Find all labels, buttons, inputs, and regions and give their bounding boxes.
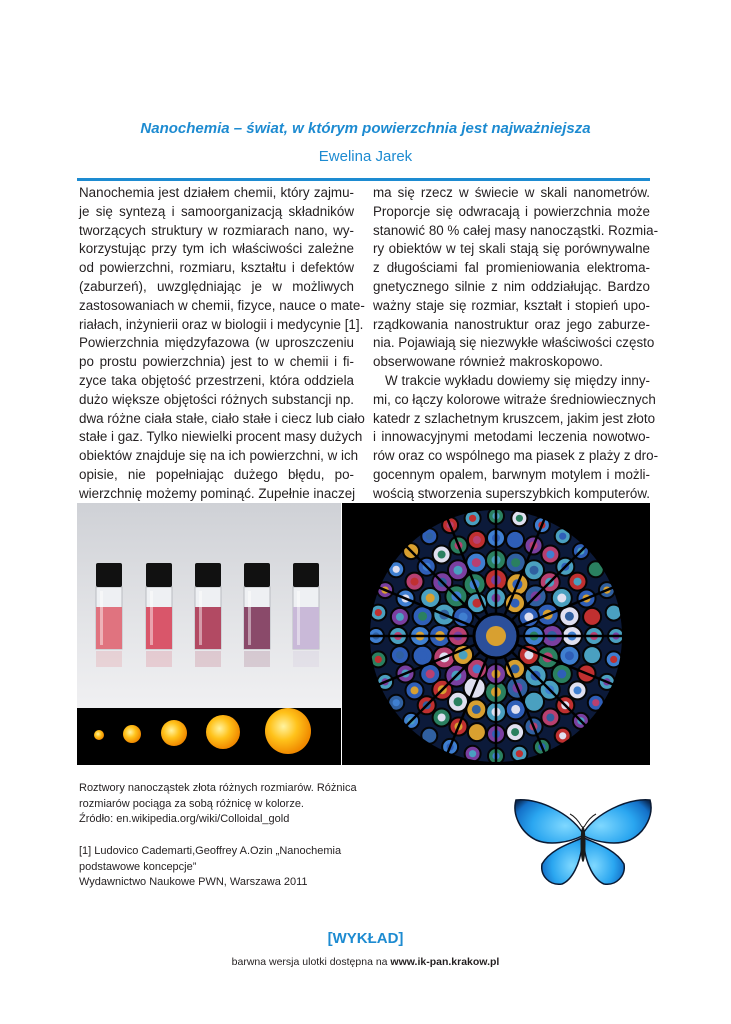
- stained-glass-center: [511, 558, 520, 567]
- text-line: obiektów znajduje się na ich powierzchni, w ich: [79, 448, 359, 464]
- stained-glass-center: [530, 697, 539, 706]
- stained-glass-center: [559, 533, 566, 540]
- stained-glass-center: [565, 612, 574, 621]
- stained-glass-center: [472, 558, 481, 567]
- stained-glass-center: [418, 612, 427, 621]
- text-line: rządkowania nanostruktur oraz jego zaburze-: [373, 316, 650, 332]
- text-line: W trakcie wykładu dowiemy się między inny-: [385, 372, 650, 388]
- author-name: Ewelina Jarek: [318, 148, 413, 165]
- text-line: riałach, inżynierii oraz w biologii i medycynie [1].: [79, 316, 364, 332]
- stained-glass-center: [574, 578, 582, 586]
- text-line: i innowacyjnymi metodami leczenia nowotwo-: [373, 429, 650, 445]
- text-line: tworzących struktury w rozmiarach nano, wy-: [79, 222, 354, 238]
- stained-glass-center: [393, 699, 400, 706]
- footer-url-link[interactable]: www.ik-pan.krakow.pl: [390, 956, 500, 968]
- text-line: po prostu powierzchnia) jest to w chemii i fi-: [79, 354, 354, 370]
- stained-glass-center: [375, 609, 382, 616]
- vial: [195, 563, 221, 667]
- text-line: je się syntezą i samoorganizacją składników: [79, 203, 354, 219]
- stained-glass-center: [472, 705, 481, 714]
- stained-glass-center: [393, 566, 400, 573]
- nanoparticle-sphere: [123, 725, 141, 743]
- caption-line: Roztwory nanocząstek złota różnych rozmiarów. Różnica: [79, 782, 357, 794]
- article-title: Nanochemia – świat, w którym powierzchnia jest najważniejsza: [140, 120, 591, 137]
- stained-glass-center: [396, 613, 404, 621]
- footer-prefix: barwna wersja ulotki dostępna na: [231, 956, 391, 968]
- stained-glass-center: [557, 594, 566, 603]
- stained-glass-center: [469, 515, 476, 522]
- stained-glass-center: [411, 686, 419, 694]
- stained-glass-center: [426, 533, 433, 540]
- text-line: opisie, nie popełniając dużego błędu, po-: [79, 466, 354, 482]
- stained-glass-center: [516, 515, 523, 522]
- morpho-butterfly-image: [510, 794, 656, 890]
- text-column-right: [373, 184, 659, 504]
- stained-glass-center: [546, 551, 554, 559]
- vial: [146, 563, 172, 667]
- text-line: gocennym opalem, barwnym motylem i możli-: [373, 466, 650, 482]
- vial: [244, 563, 270, 667]
- stained-glass-center: [438, 551, 446, 559]
- text-line: z długościami fal promieniowania elektroma-: [373, 260, 650, 276]
- rose-window-photo: [342, 503, 650, 765]
- text-line: od powierzchni, rozmiaru, kształtu i defektów: [79, 260, 354, 276]
- stained-glass-center: [454, 697, 463, 706]
- reference-line: [1] Ludovico Cademarti,Geoffrey A.Ozin „Nanochemia: [79, 845, 342, 857]
- text-line: gnetycznego silnie z nim oddziałując. Bardzo: [373, 278, 650, 294]
- title-divider: [77, 178, 650, 181]
- stained-glass-center: [418, 651, 427, 660]
- text-line: wierzchnię możemy pominąć. Zupełnie inaczej: [79, 485, 356, 501]
- stained-glass-center: [438, 714, 446, 722]
- rose-window-core: [486, 626, 506, 646]
- nanoparticle-sphere: [94, 730, 104, 740]
- stained-glass-center: [592, 699, 599, 706]
- reference-line: Wydawnictwo Naukowe PWN, Warszawa 2011: [79, 876, 308, 888]
- stained-glass-center: [426, 594, 435, 603]
- text-line: (zaburzeń), uwzględniając je w możliwych: [79, 278, 354, 294]
- text-line: dużo większe objętości różnych substancji np.: [79, 391, 354, 407]
- stained-glass-center: [426, 670, 435, 679]
- lecture-tag: [WYKŁAD]: [327, 930, 404, 947]
- text-line: dwa różne ciała stałe, ciało stałe i ciecz lub ciało: [79, 410, 365, 426]
- stained-glass-center: [511, 728, 519, 736]
- stained-glass-center: [426, 732, 433, 739]
- text-line: ma się rzecz w świecie w skali nanometrów.: [373, 185, 650, 200]
- text-line: rów oraz co wspólnego ma piasek z plaży z dro-: [373, 448, 659, 464]
- vial: [293, 563, 319, 667]
- vial: [96, 563, 122, 667]
- stained-glass-center: [511, 705, 520, 714]
- gold-colloid-photo: [77, 503, 341, 765]
- stained-glass-center: [588, 613, 596, 621]
- stained-glass-center: [454, 566, 463, 575]
- stained-glass-center: [565, 651, 574, 660]
- stained-glass-center: [469, 750, 476, 757]
- text-line: Nanochemia jest działem chemii, który zajmu-: [79, 185, 354, 200]
- stained-glass-center: [473, 536, 481, 544]
- text-line: ry obiektów w tej skali stają się porównywalne: [373, 241, 650, 257]
- stained-glass-center: [588, 651, 596, 659]
- text-line: zyce taka objętość przestrzeni, która oddziela: [79, 372, 354, 388]
- stained-glass-center: [411, 578, 419, 586]
- caption-line: Źródło: en.wikipedia.org/wiki/Colloidal_gold: [79, 813, 290, 825]
- stained-glass-center: [557, 670, 566, 679]
- text-line: stałe i gaz. Tylko niewielki procent masy dużych: [79, 429, 363, 445]
- text-line: mi, co łączy kolorowe witraże średniowiecznych: [373, 391, 656, 407]
- stained-glass-center: [574, 686, 582, 694]
- text-line: wością stworzenia superszybkich komputerów.: [373, 485, 650, 501]
- text-line: Powierzchnia międzyfazowa (w uproszczeniu: [79, 335, 354, 351]
- stained-glass-center: [610, 656, 617, 663]
- stained-glass-center: [530, 566, 539, 575]
- text-line: katedr z szlachetnym kruszcem, jakim jest złoto: [373, 410, 656, 426]
- stained-glass-center: [473, 728, 481, 736]
- caption-line: rozmiarów pociąga za sobą różnicę w kolorze.: [79, 797, 304, 810]
- text-line: obserwowane również makroskopowo.: [373, 354, 603, 370]
- stained-glass-center: [546, 714, 554, 722]
- text-line: zastosowaniach w chemii, fizyce, nauce o mate-: [79, 297, 365, 313]
- nanoparticle-sphere: [265, 708, 311, 754]
- stained-glass-center: [516, 750, 523, 757]
- nanoparticle-sphere: [206, 715, 240, 749]
- text-line: korzystując przy tym ich właściwości zależne: [79, 241, 354, 257]
- stained-glass-center: [592, 566, 599, 573]
- reference: [79, 844, 379, 891]
- figure-caption: [79, 781, 379, 828]
- footer-note: [0, 956, 731, 968]
- text-line: Proporcje się odwracają i powierzchnia może: [373, 203, 650, 219]
- stained-glass-center: [559, 732, 566, 739]
- text-line: nia. Pojawiają się niezwykłe właściwości często: [373, 335, 655, 351]
- text-line: ważny staje się rozmiar, kształt i stopień upo-: [373, 297, 650, 313]
- text-column-left: [79, 184, 365, 504]
- reference-line: podstawowe koncepcje”: [79, 860, 197, 873]
- nanoparticle-sphere: [161, 720, 187, 746]
- stained-glass-center: [375, 656, 382, 663]
- stained-glass-center: [396, 651, 404, 659]
- stained-glass-center: [511, 536, 519, 544]
- stained-glass-center: [610, 609, 617, 616]
- text-line: stanowić 80 % całej masy nanocząstki. Rozmia-: [373, 222, 659, 238]
